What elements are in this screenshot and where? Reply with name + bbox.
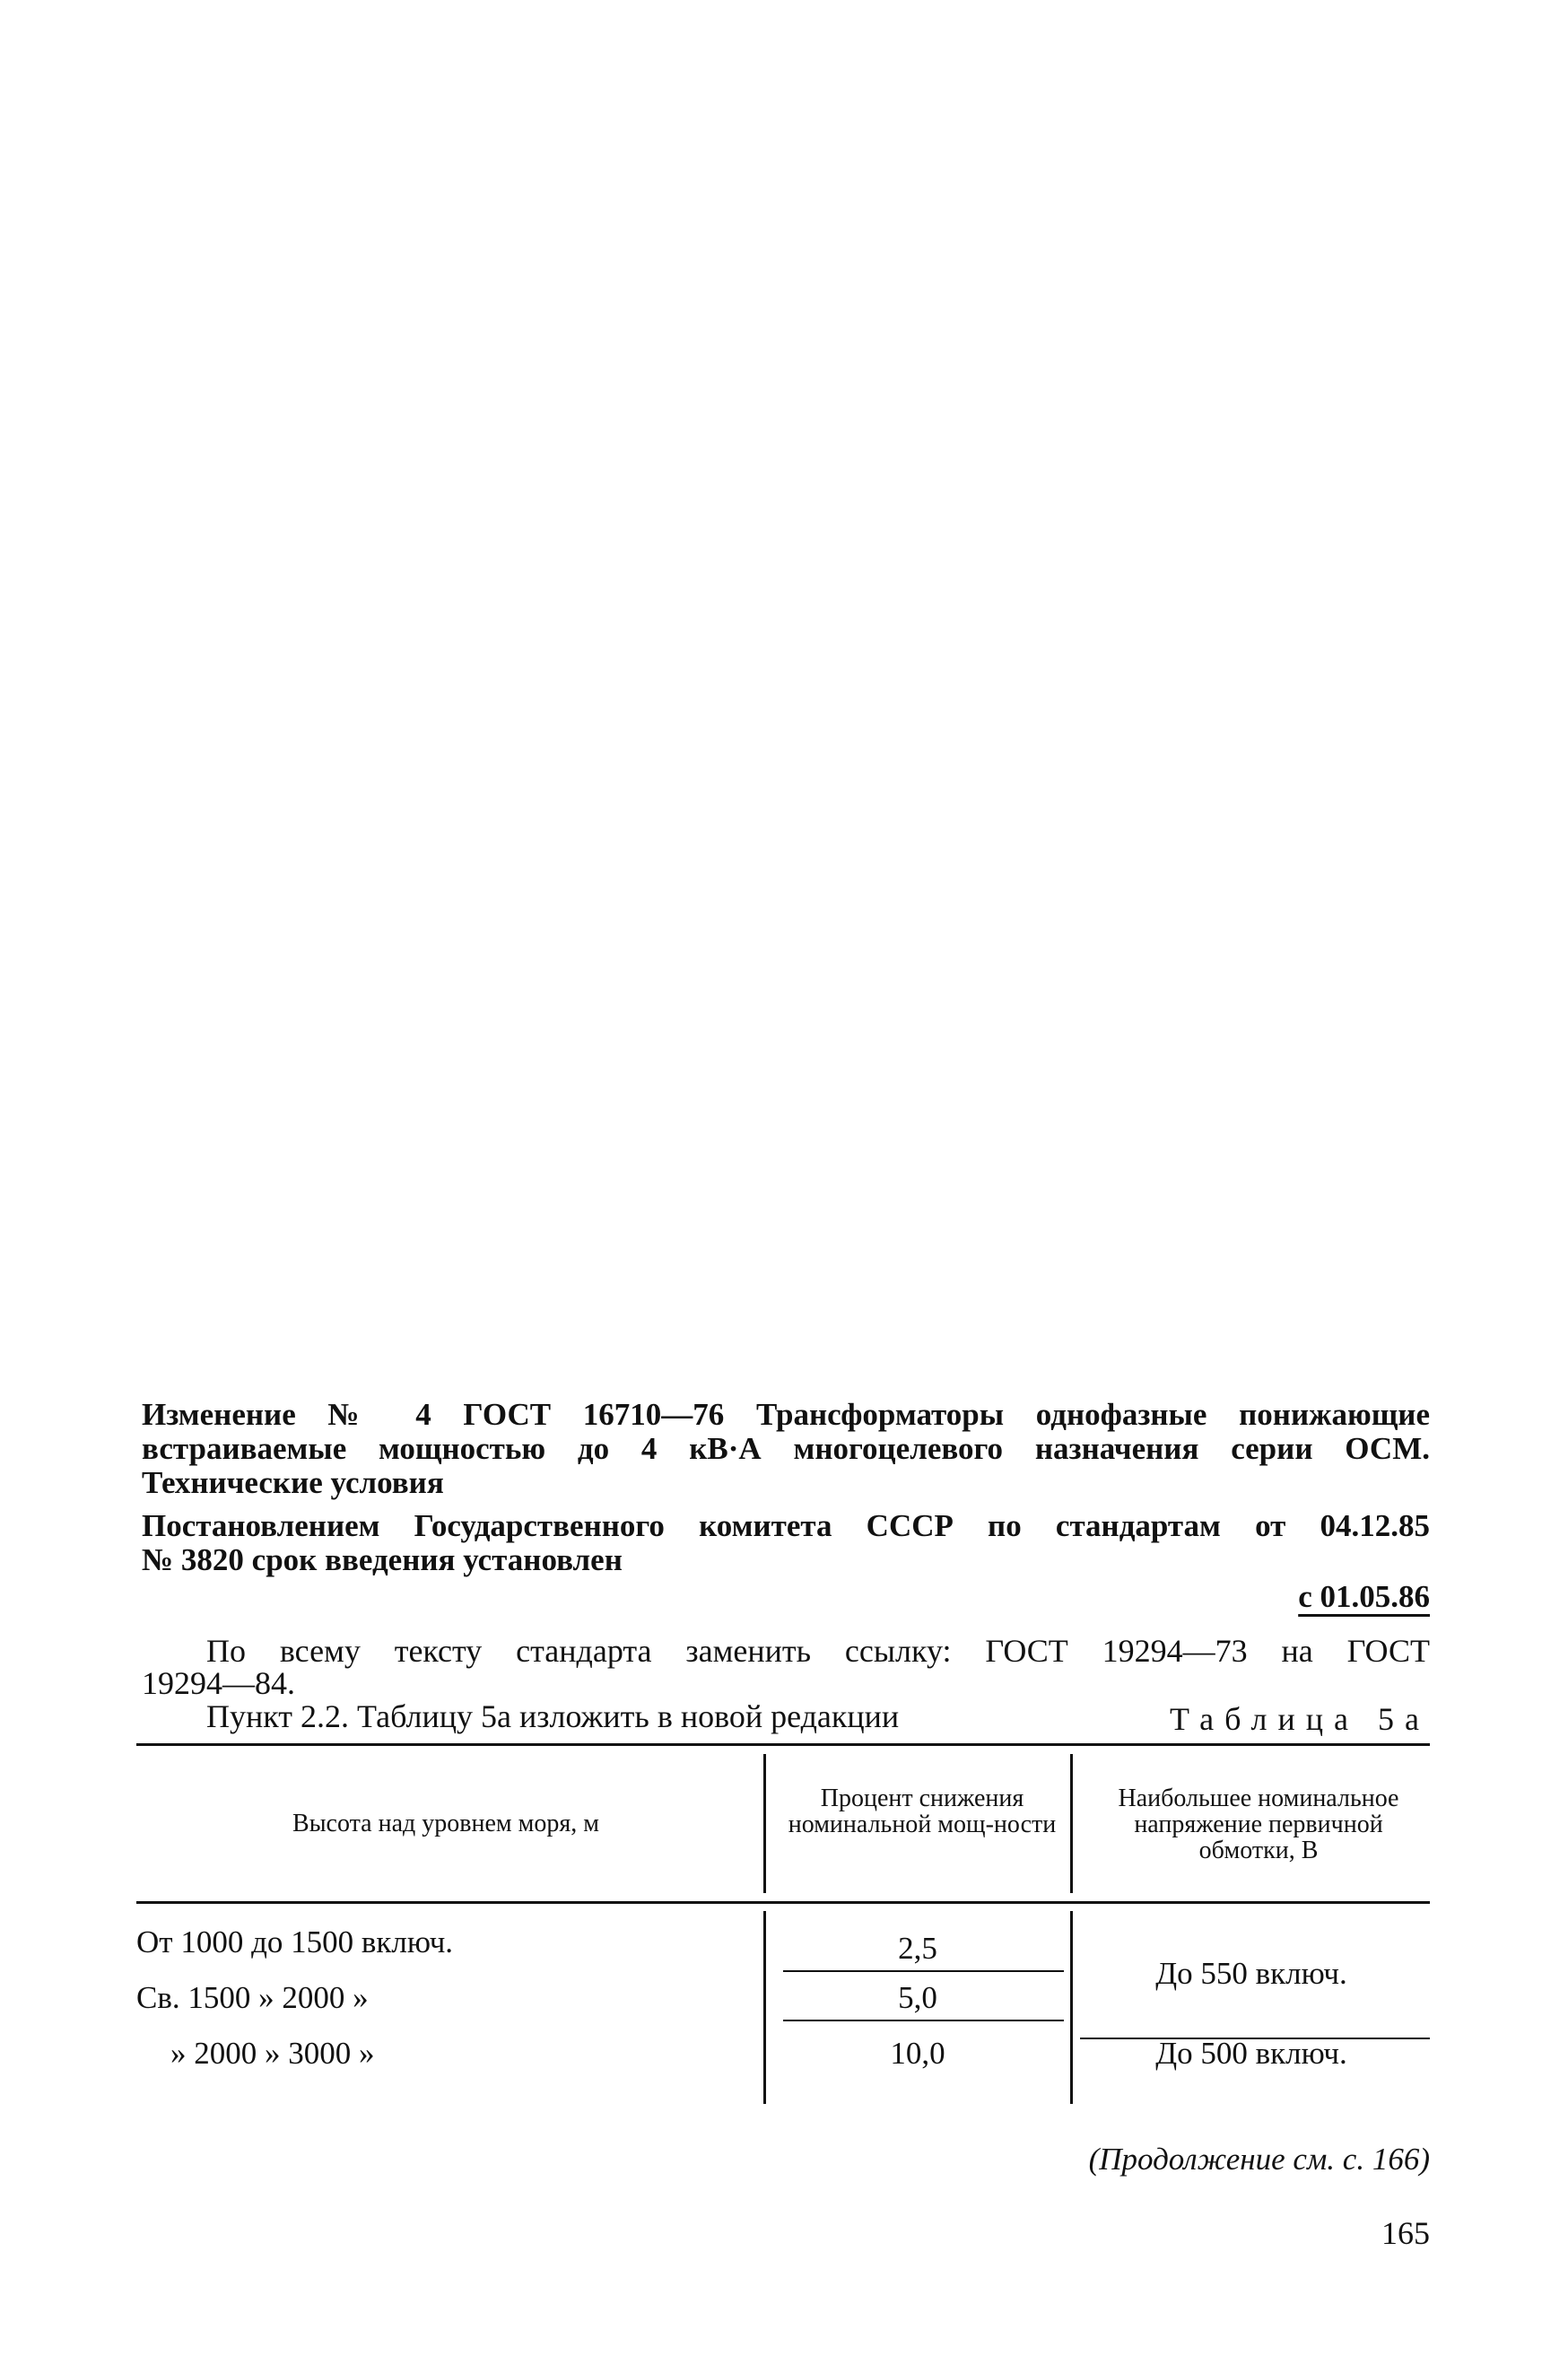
- row-1-percent: 2,5: [898, 1931, 937, 1966]
- paragraph-2: Пункт 2.2. Таблицу 5а изложить в новой редакции: [206, 1698, 900, 1734]
- header-altitude: Высота над уровнем моря, м: [292, 1810, 599, 1837]
- row-3-percent: 10,0: [890, 2036, 945, 2071]
- row-2-percent: 5,0: [898, 1980, 937, 2015]
- percent-rule-1: [783, 1970, 1064, 1972]
- page-number: 165: [1381, 2215, 1430, 2251]
- continuation-note: (Продолжение см. с. 166): [1088, 2142, 1430, 2177]
- header-divider-2: [1070, 1754, 1073, 1893]
- voltage-group-1: До 550 включ.: [1155, 1956, 1347, 1991]
- row-2-altitude: Св. 1500 » 2000 »: [136, 1980, 369, 2015]
- voltage-group-2: До 500 включ.: [1155, 2036, 1347, 2071]
- paragraph-reference-change: [142, 1635, 1430, 1699]
- decree: [142, 1509, 1430, 1577]
- body-divider-2: [1070, 1911, 1073, 2104]
- header-max-voltage: Наибольшее номинальное напряжение первичной обмотки, В: [1118, 1785, 1399, 1864]
- table-title: Таблица 5а: [1170, 1701, 1430, 1737]
- paragraph-1-line-2: 19294—84.: [142, 1665, 295, 1701]
- table-header-rule: [136, 1901, 1430, 1904]
- effective-date: с 01.05.86: [1298, 1579, 1430, 1614]
- row-3-altitude: » 2000 » 3000 »: [170, 2036, 375, 2071]
- header-divider-1: [763, 1754, 766, 1893]
- decree-line-1: Постановлением Государственного комитета СССР по стандартам от 04.12.85: [142, 1508, 1430, 1543]
- row-1-altitude: От 1000 до 1500 включ.: [136, 1924, 454, 1959]
- amendment-title: [142, 1398, 1430, 1500]
- header-power-reduction: Процент снижения номинальной мощ-ности: [788, 1785, 1057, 1838]
- amendment-title-line-3: Технические условия: [142, 1465, 444, 1500]
- amendment-title-line-2: встраиваемые мощностью до 4 кВ·А многоцелевого назначения серии ОСМ.: [142, 1431, 1430, 1466]
- decree-line-2: № 3820 срок введения установлен: [142, 1542, 623, 1577]
- table-top-rule: [136, 1743, 1430, 1746]
- percent-rule-2: [783, 2020, 1064, 2021]
- amendment-title-line-1: Изменение № 4 ГОСТ 16710—76 Трансформаторы однофазные понижающие: [142, 1397, 1430, 1432]
- body-divider-1: [763, 1911, 766, 2104]
- paragraph-1-line-1: По всему тексту стандарта заменить ссылку: ГОСТ 19294—73 на ГОСТ: [206, 1633, 1430, 1669]
